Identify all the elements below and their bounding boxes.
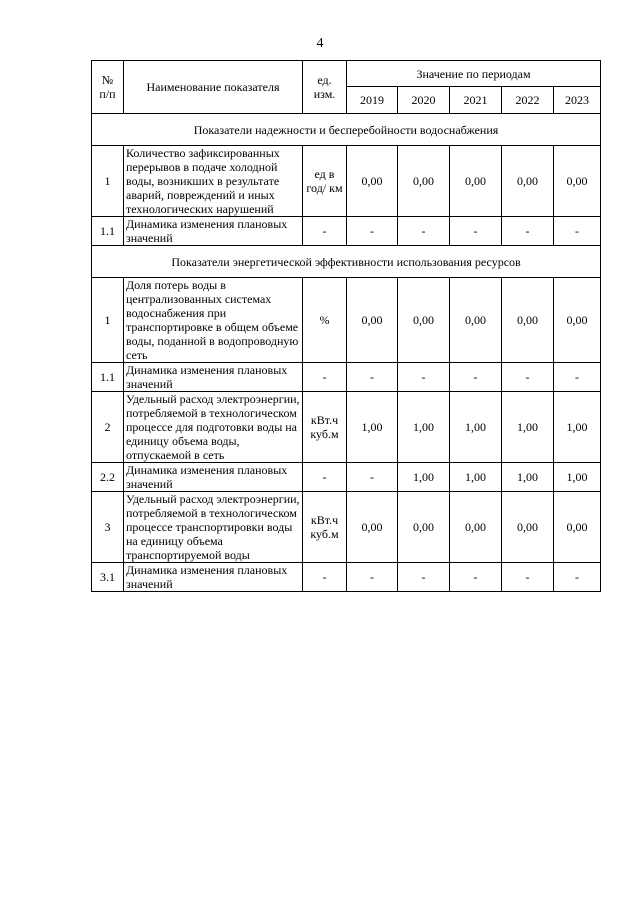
table-row — [92, 463, 601, 492]
row-value: - — [398, 217, 450, 246]
section-row — [92, 114, 601, 146]
row-num: 3.1 — [92, 563, 124, 592]
section-title: Показатели энергетической эффективности использования ресурсов — [92, 246, 601, 278]
row-name: Динамика изменения плановых значений — [124, 217, 303, 246]
row-num: 3 — [92, 492, 124, 563]
section-row — [92, 246, 601, 278]
row-value: - — [398, 363, 450, 392]
row-num: 1 — [92, 278, 124, 363]
row-value: - — [347, 463, 398, 492]
row-value: 0,00 — [347, 278, 398, 363]
row-value: 0,00 — [398, 492, 450, 563]
header-num: № п/п — [92, 61, 124, 114]
row-value: 0,00 — [450, 146, 502, 217]
row-value: 1,00 — [502, 463, 554, 492]
row-name: Доля потерь воды в централизованных системах водоснабжения при транспортировке в общем объеме воды, поданной в водопроводную сеть — [124, 278, 303, 363]
header-unit: ед. изм. — [303, 61, 347, 114]
row-name: Количество зафиксированных перерывов в подаче холодной воды, возникших в результате аварий, повреждений и иных технологических нарушений — [124, 146, 303, 217]
row-unit: - — [303, 217, 347, 246]
table-row — [92, 492, 601, 563]
row-value: 0,00 — [502, 146, 554, 217]
row-num: 1 — [92, 146, 124, 217]
row-value: - — [554, 217, 601, 246]
row-name: Удельный расход электроэнергии, потребляемой в технологическом процессе транспортировки воды на единицу объема транспортируемой воды — [124, 492, 303, 563]
row-unit: - — [303, 363, 347, 392]
table-row — [92, 146, 601, 217]
row-value: - — [347, 563, 398, 592]
row-value: - — [502, 563, 554, 592]
row-value: 0,00 — [554, 492, 601, 563]
row-value: 1,00 — [450, 392, 502, 463]
row-value: 1,00 — [398, 392, 450, 463]
header-name: Наименование показателя — [124, 61, 303, 114]
row-num: 1.1 — [92, 363, 124, 392]
table-row — [92, 217, 601, 246]
row-unit: кВт.ч куб.м — [303, 392, 347, 463]
header-periods-title: Значение по периодам — [347, 61, 601, 87]
table-row — [92, 563, 601, 592]
row-value: 0,00 — [450, 278, 502, 363]
page-number: 4 — [316, 36, 324, 51]
row-name: Динамика изменения плановых значений — [124, 363, 303, 392]
row-value: 0,00 — [554, 278, 601, 363]
row-value: 0,00 — [398, 146, 450, 217]
header-year: 2022 — [502, 87, 554, 114]
row-num: 1.1 — [92, 217, 124, 246]
row-value: 1,00 — [450, 463, 502, 492]
row-value: 0,00 — [502, 492, 554, 563]
row-num: 2.2 — [92, 463, 124, 492]
row-value: 0,00 — [347, 146, 398, 217]
table-row — [92, 363, 601, 392]
row-value: - — [554, 563, 601, 592]
section-title: Показатели надежности и бесперебойности водоснабжения — [92, 114, 601, 146]
row-name: Динамика изменения плановых значений — [124, 563, 303, 592]
row-unit: кВт.ч куб.м — [303, 492, 347, 563]
row-unit: ед в год/ км — [303, 146, 347, 217]
indicators-table — [91, 60, 601, 592]
header-year: 2019 — [347, 87, 398, 114]
row-unit: - — [303, 563, 347, 592]
table-row — [92, 392, 601, 463]
row-value: - — [347, 217, 398, 246]
row-value: 0,00 — [502, 278, 554, 363]
row-name: Удельный расход электроэнергии, потребляемой в технологическом процессе для подготовки воды на единицу объема воды, отпускаемой в сеть — [124, 392, 303, 463]
row-value: 1,00 — [398, 463, 450, 492]
header-year: 2021 — [450, 87, 502, 114]
row-value: 1,00 — [502, 392, 554, 463]
row-value: 0,00 — [398, 278, 450, 363]
row-value: 0,00 — [450, 492, 502, 563]
row-value: - — [347, 363, 398, 392]
row-num: 2 — [92, 392, 124, 463]
row-name: Динамика изменения плановых значений — [124, 463, 303, 492]
header-year: 2020 — [398, 87, 450, 114]
row-value: 1,00 — [554, 463, 601, 492]
row-value: - — [450, 217, 502, 246]
row-value: - — [450, 563, 502, 592]
row-value: 0,00 — [347, 492, 398, 563]
row-value: - — [502, 217, 554, 246]
row-value: 1,00 — [347, 392, 398, 463]
row-value: 0,00 — [554, 146, 601, 217]
row-value: - — [450, 363, 502, 392]
row-value: - — [554, 363, 601, 392]
row-unit: - — [303, 463, 347, 492]
header-year: 2023 — [554, 87, 601, 114]
row-value: - — [502, 363, 554, 392]
table-row — [92, 278, 601, 363]
row-unit: % — [303, 278, 347, 363]
row-value: 1,00 — [554, 392, 601, 463]
row-value: - — [398, 563, 450, 592]
